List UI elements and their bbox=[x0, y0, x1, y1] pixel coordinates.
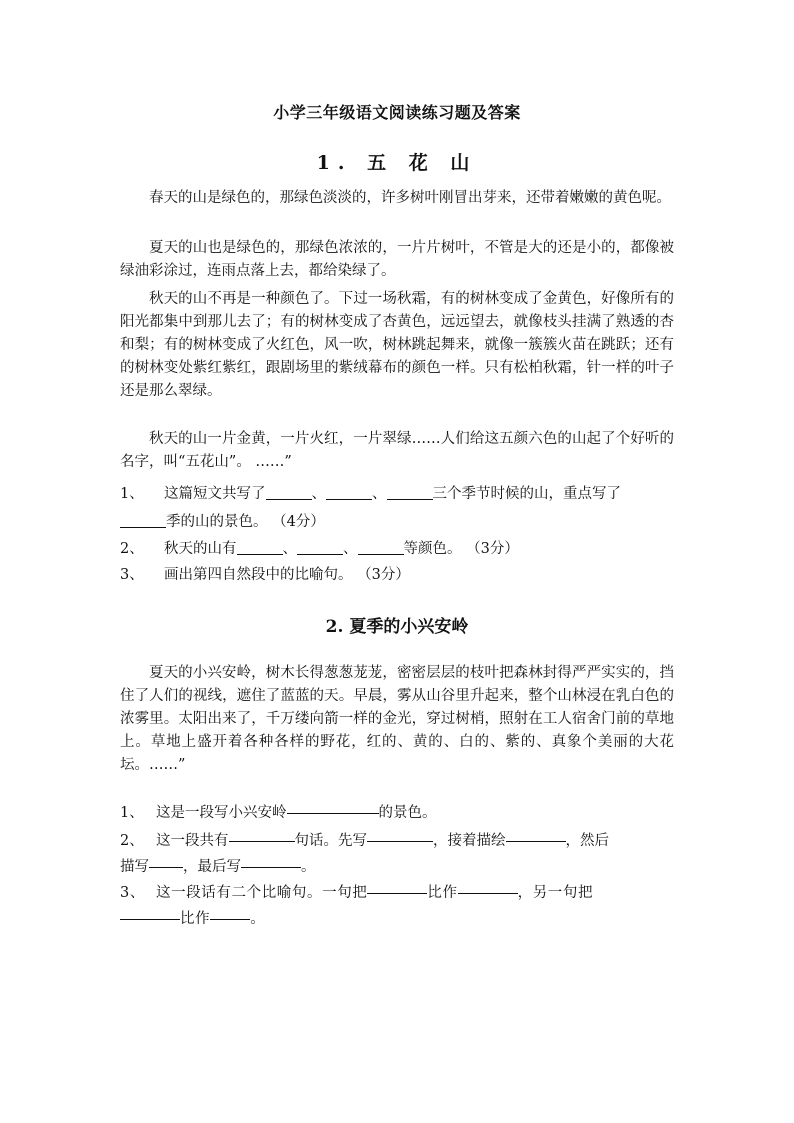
answer-line[interactable] bbox=[149, 867, 183, 868]
answer-line[interactable] bbox=[287, 813, 379, 814]
answer-blank[interactable] bbox=[358, 540, 404, 556]
section2-question-1: 1、 这是一段写小兴安岭 的景色。 bbox=[120, 800, 680, 826]
section1-question-3: 3、 画出第四自然段中的比喻句。 （3分） bbox=[120, 562, 680, 588]
answer-line[interactable] bbox=[120, 919, 180, 920]
question-number: 1、 bbox=[120, 486, 144, 502]
section1-paragraph-2: 夏天的山也是绿色的，那绿色浓浓的，一片片树叶，不管是大的还是小的，都像被绿油彩涂过，连雨点落上去，都给染绿了。 bbox=[120, 240, 674, 279]
question-number: 3、 bbox=[120, 567, 144, 583]
answer-line[interactable] bbox=[241, 867, 301, 868]
answer-line[interactable] bbox=[367, 893, 427, 894]
section1-paragraph-3: 秋天的山不再是一种颜色了。下过一场秋霜，有的树林变成了金黄色，好像所有的阳光都集中到那儿去了；有的树林变成了杏黄色，远远望去，就像枝头挂满了熟透的杏和梨；有的树林变成了火红色，风一吹，树林跳起舞来，就像一簇簇火苗在跳跃；还有的树林变处紫红紫红，跟剧场里的紫绒幕布的颜色一样。只有松柏秋霜，针一样的叶子还是那么翠绿。 bbox=[120, 291, 674, 399]
question-number: 2、 bbox=[120, 541, 144, 557]
document-title: 小学三年级语文阅读练习题及答案 bbox=[273, 103, 521, 122]
question-number: 3、 bbox=[120, 885, 145, 901]
question-number: 1、 bbox=[120, 805, 144, 821]
answer-blank[interactable] bbox=[266, 485, 312, 501]
section2-question-2: 2、 这一段共有 句话。先写 ，接着描绘 ，然后 描写 ，最后写 。 bbox=[120, 828, 680, 880]
section1-paragraph-4: 秋天的山一片金黄，一片火红，一片翠绿……人们给这五颜六色的山起了个好听的名字，叫“五花山”。 ……” bbox=[120, 431, 674, 470]
answer-line[interactable] bbox=[458, 893, 518, 894]
answer-blank[interactable] bbox=[237, 540, 283, 556]
answer-line[interactable] bbox=[506, 841, 566, 842]
answer-line[interactable] bbox=[229, 841, 295, 842]
section2-title: 2. 夏季的小兴安岭 bbox=[325, 617, 469, 637]
question-number: 2、 bbox=[120, 833, 144, 849]
answer-line[interactable] bbox=[367, 841, 433, 842]
section1-paragraph-1: 春天的山是绿色的，那绿色淡淡的，许多树叶刚冒出芽来，还带着嫩嫩的黄色呢。 bbox=[149, 190, 671, 206]
section1-title: 1. 五 花 山 bbox=[316, 152, 478, 174]
section2-paragraph: 夏天的小兴安岭，树木长得葱葱茏茏，密密层层的枝叶把森林封得严严实实的，挡住了人们的视线，遮住了蓝蓝的天。早晨，雾从山谷里升起来，整个山林浸在乳白色的浓雾里。太阳出来了，千万缕向箭一样的金光，穿过树梢，照射在工人宿舍门前的草地上。草地上盛开着各种各样的野花，红的、黄的、白的、紫的、真象个美丽的大花坛。……” bbox=[120, 665, 674, 773]
section1-question-2: 2、 秋天的山有 、 、 等颜色。 （3分） bbox=[120, 536, 680, 562]
answer-blank[interactable] bbox=[326, 485, 372, 501]
answer-blank[interactable] bbox=[297, 540, 343, 556]
answer-blank[interactable] bbox=[387, 485, 433, 501]
answer-blank[interactable] bbox=[120, 513, 166, 529]
answer-line[interactable] bbox=[210, 919, 250, 920]
section2-question-3: 3、 这一段话有二个比喻句。一句把 比作 ，另一句把 比作 。 bbox=[120, 880, 680, 932]
section1-question-1: 1、 这篇短文共写了 、 、 三个季节时候的山，重点写了 季的山的景色。 （4分） bbox=[120, 480, 680, 536]
